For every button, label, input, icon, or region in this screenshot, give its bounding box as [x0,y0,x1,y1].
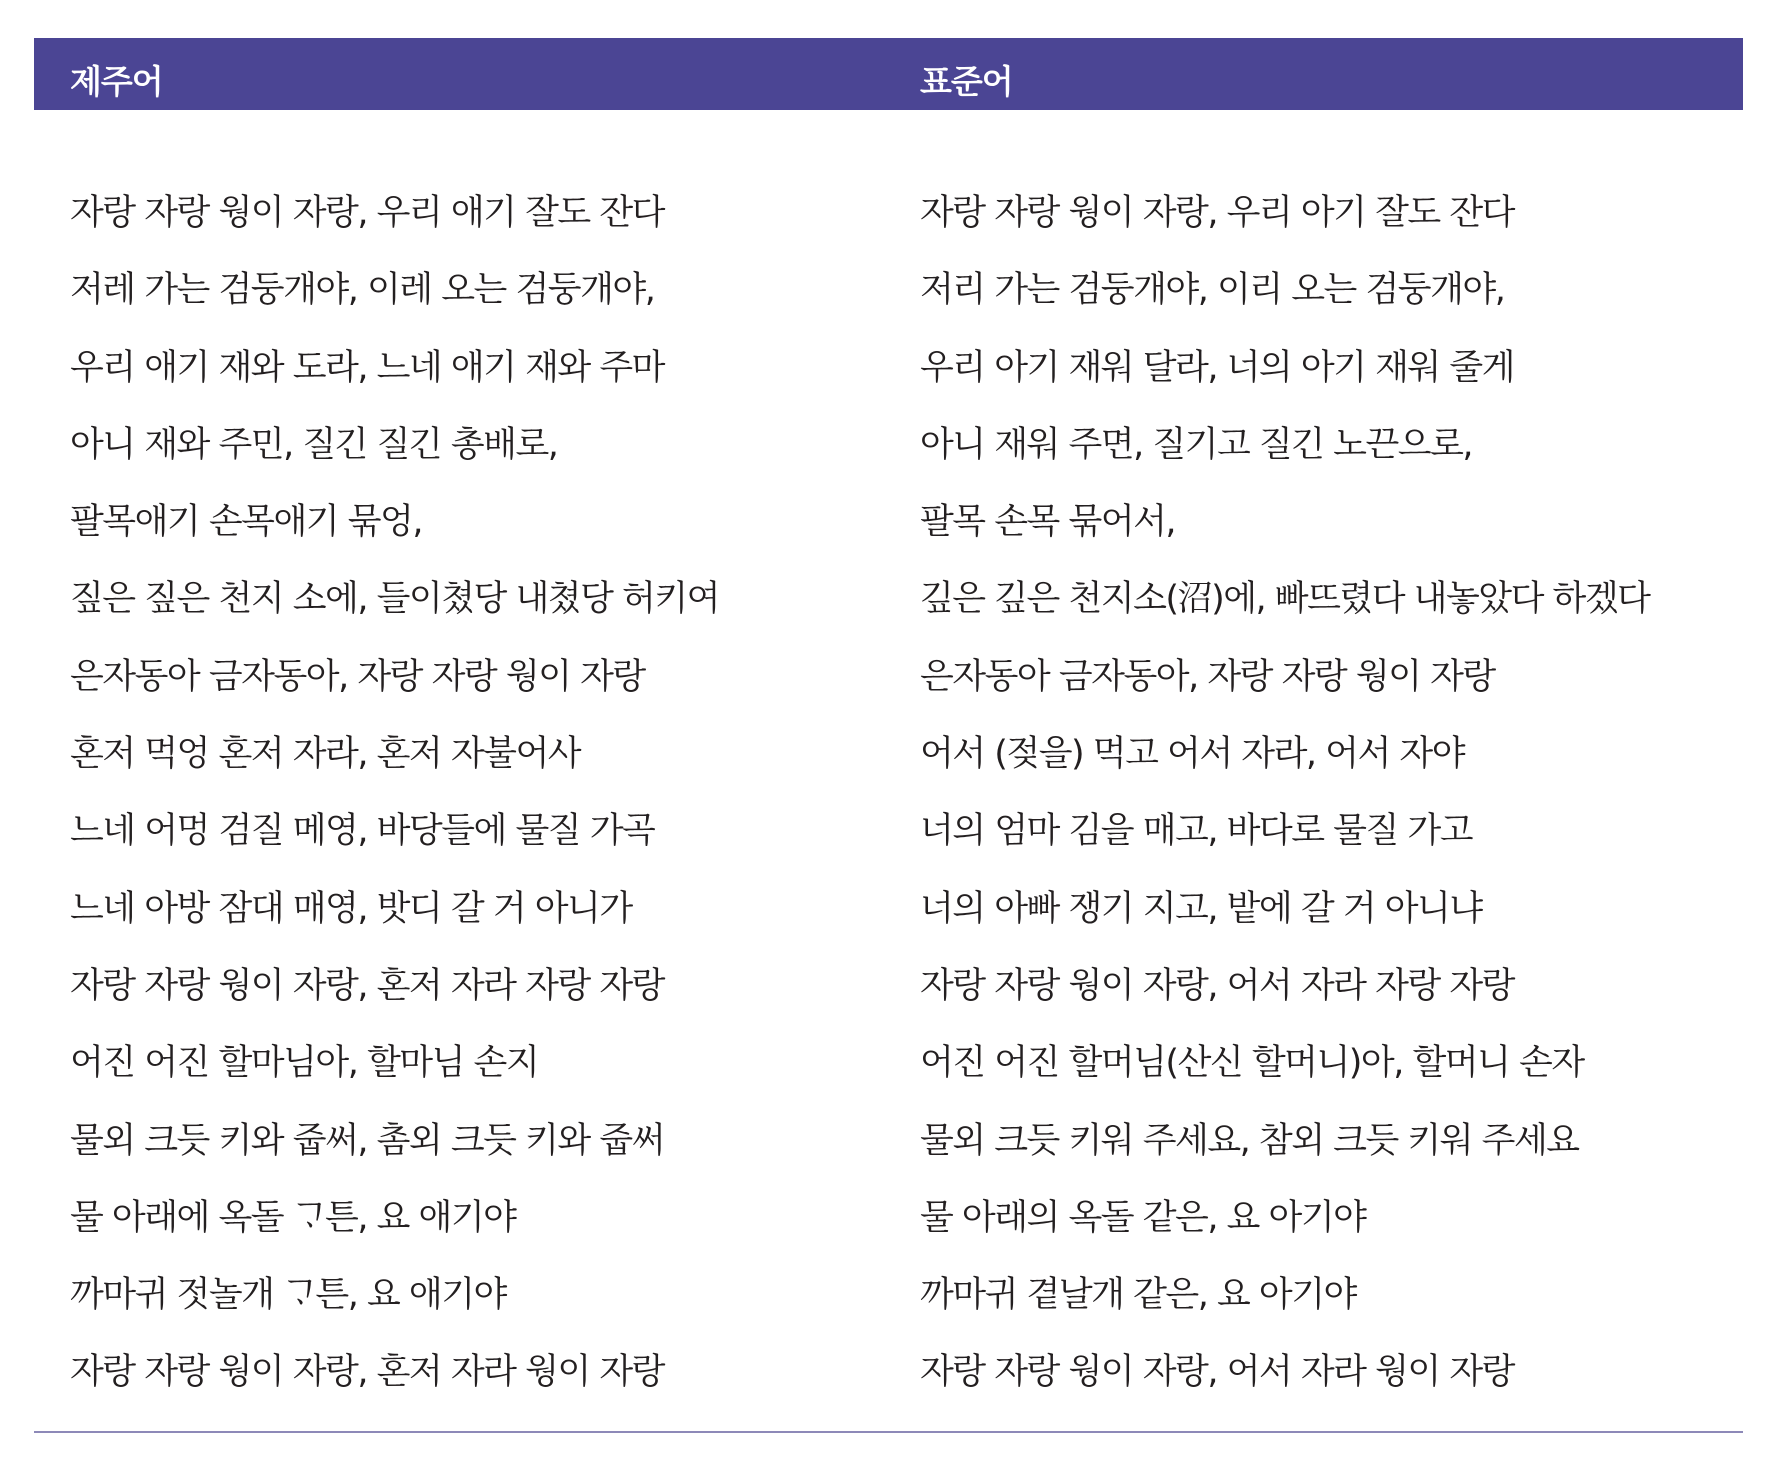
jeju-line: 물 아래에 옥돌 ᄀᆞ튼, 요 애기야 [70,1197,516,1238]
jeju-line: 어진 어진 할마님아, 할마님 손지 [70,1043,539,1084]
jeju-line: 자랑 자랑 웡이 자랑, 혼저 자라 웡이 자랑 [70,1352,664,1393]
table-row [34,344,1743,421]
standard-line: 너의 아빠 쟁기 지고, 밭에 갈 거 아니냐 [920,888,1482,929]
jeju-line: 느네 아방 잠대 매영, 밧디 갈 거 아니가 [70,888,632,929]
table-row [34,1039,1743,1116]
table-row [34,1348,1743,1425]
jeju-line: 은자동아 금자동아, 자랑 자랑 웡이 자랑 [70,656,645,697]
header-standard: 표준어 [920,62,1013,101]
jeju-line: 짚은 짚은 천지 소에, 들이쳤당 내쳤당 허키여 [70,579,719,620]
table-body [34,189,1743,1426]
dialect-comparison-table [34,38,1743,1393]
jeju-line: 우리 애기 재와 도라, 느네 애기 재와 주마 [70,347,664,388]
table-row [34,885,1743,962]
jeju-line: 아니 재와 주민, 질긴 질긴 총배로, [70,424,558,465]
jeju-line: 자랑 자랑 웡이 자랑, 우리 애기 잘도 잔다 [70,193,664,233]
jeju-line: 까마귀 젓놀개 ᄀᆞ튼, 요 애기야 [70,1275,506,1316]
jeju-line: 저레 가는 검둥개야, 이레 오는 검둥개야, [70,270,655,311]
table-row [34,807,1743,884]
standard-line: 자랑 자랑 웡이 자랑, 어서 자라 웡이 자랑 [920,1352,1514,1393]
table-row [34,498,1743,575]
table-row [34,575,1743,652]
standard-line: 어진 어진 할머님(산신 할머니)아, 할머니 손자 [920,1043,1584,1084]
jeju-line: 혼저 먹엉 혼저 자라, 혼저 자불어사 [70,734,581,775]
table-row [34,730,1743,807]
standard-line: 물외 크듯 키워 주세요, 참외 크듯 키워 주세요 [920,1120,1579,1161]
standard-line: 깊은 깊은 천지소(沼)에, 빠뜨렸다 내놓았다 하겠다 [920,579,1650,620]
jeju-line: 자랑 자랑 웡이 자랑, 혼저 자라 자랑 자랑 [70,965,664,1006]
standard-line: 까마귀 곁날개 같은, 요 아기야 [920,1275,1356,1316]
table-row [34,266,1743,343]
standard-line: 우리 아기 재워 달라, 너의 아기 재워 줄게 [920,347,1514,388]
table-header [34,38,1743,110]
standard-line: 너의 엄마 김을 매고, 바다로 물질 가고 [920,811,1473,852]
standard-line: 은자동아 금자동아, 자랑 자랑 웡이 자랑 [920,656,1495,697]
table-row [34,962,1743,1039]
table-row [34,189,1743,266]
standard-line: 물 아래의 옥돌 같은, 요 아기야 [920,1197,1366,1238]
jeju-line: 느네 어멍 검질 메영, 바당들에 물질 가곡 [70,811,655,852]
table-row [34,1271,1743,1348]
standard-line: 자랑 자랑 웡이 자랑, 어서 자라 자랑 자랑 [920,965,1514,1006]
table-row [34,421,1743,498]
header-jeju: 제주어 [70,62,163,101]
table-row [34,1117,1743,1194]
standard-line: 자랑 자랑 웡이 자랑, 우리 아기 잘도 잔다 [920,193,1514,233]
jeju-line: 물외 크듯 키와 줍써, 촘외 크듯 키와 줍써 [70,1120,664,1161]
standard-line: 어서 (젖을) 먹고 어서 자라, 어서 자야 [920,734,1465,775]
table-row [34,653,1743,730]
standard-line: 저리 가는 검둥개야, 이리 오는 검둥개야, [920,270,1505,311]
table-row [34,1194,1743,1271]
standard-line: 팔목 손목 묶어서, [920,502,1176,543]
bottom-divider [34,1431,1743,1433]
standard-line: 아니 재워 주면, 질기고 질긴 노끈으로, [920,424,1473,465]
jeju-line: 팔목애기 손목애기 묶엉, [70,502,422,543]
